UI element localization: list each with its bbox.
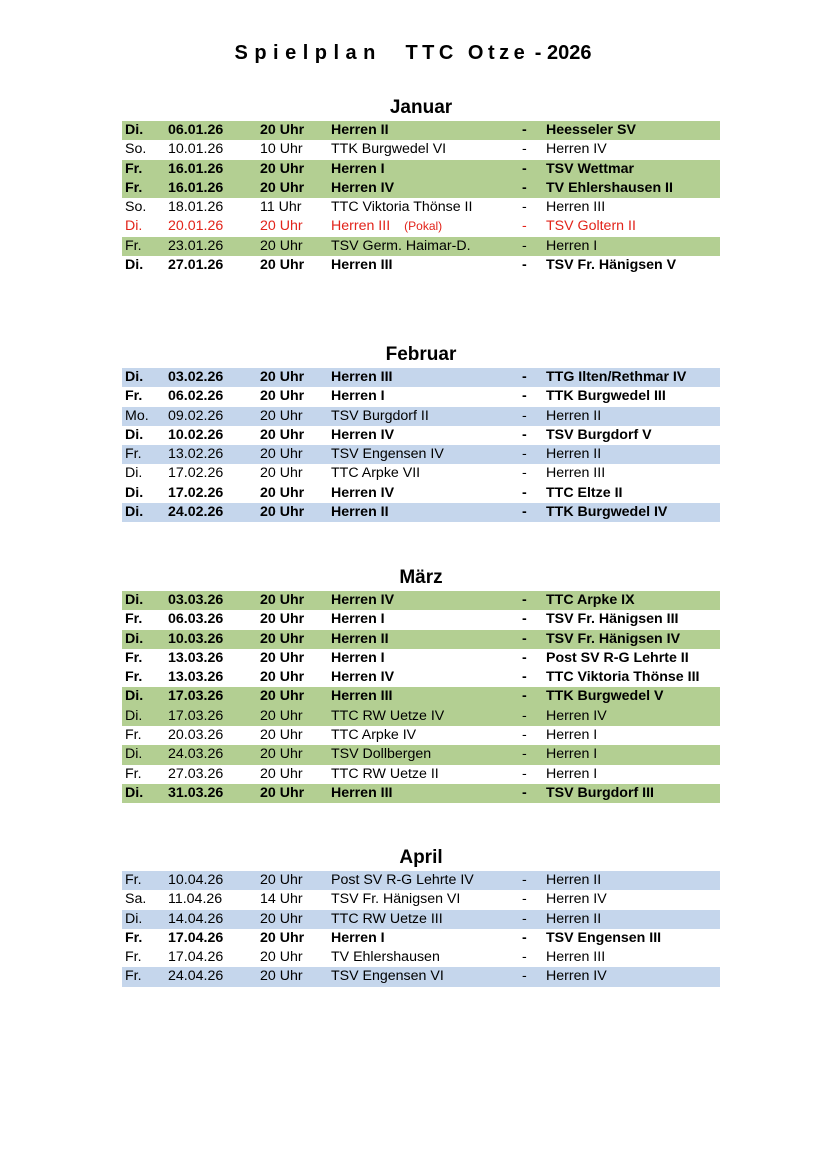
match-separator: -	[522, 949, 527, 966]
match-weekday: Mo.	[125, 407, 149, 424]
match-away-team: Herren I	[546, 765, 598, 782]
match-date: 17.04.26	[168, 949, 224, 966]
match-row	[122, 368, 720, 387]
match-home-team: TTC RW Uetze II	[331, 765, 439, 782]
match-home-team: Herren II	[331, 504, 389, 521]
match-row	[122, 784, 720, 803]
match-row	[122, 745, 720, 764]
match-time: 20 Uhr	[260, 910, 303, 927]
match-separator: -	[522, 446, 527, 463]
match-weekday: Di.	[125, 688, 144, 705]
match-away-team: TTK Burgwedel IV	[546, 504, 668, 521]
match-weekday: Di.	[125, 504, 144, 521]
match-time: 10 Uhr	[260, 141, 303, 158]
match-weekday: Fr.	[125, 649, 143, 666]
match-date: 27.03.26	[168, 765, 224, 782]
match-time: 20 Uhr	[260, 765, 303, 782]
match-time: 20 Uhr	[260, 929, 305, 946]
match-date: 20.03.26	[168, 727, 224, 744]
match-separator: -	[522, 929, 527, 946]
match-date: 20.01.26	[168, 218, 224, 235]
title-club: TTC Otze	[405, 42, 530, 64]
match-date: 16.01.26	[168, 179, 224, 196]
match-time: 20 Uhr	[260, 707, 303, 724]
match-weekday: Fr.	[125, 237, 142, 254]
match-time: 20 Uhr	[260, 630, 305, 647]
match-time: 20 Uhr	[260, 727, 303, 744]
match-away-team: TSV Fr. Hänigsen V	[546, 257, 677, 274]
match-weekday: So.	[125, 199, 147, 216]
match-date: 31.03.26	[168, 784, 224, 801]
month-section-maerz	[122, 565, 720, 803]
page-title	[0, 42, 826, 65]
match-away-team: Herren IV	[546, 891, 607, 908]
match-row	[122, 948, 720, 967]
match-away-team: Post SV R-G Lehrte II	[546, 649, 689, 666]
month-section-april	[122, 845, 720, 987]
match-home-team: Herren III	[331, 688, 393, 705]
match-time: 20 Uhr	[260, 369, 305, 385]
match-time: 20 Uhr	[260, 160, 305, 177]
match-separator: -	[522, 218, 527, 235]
match-weekday: Di.	[125, 218, 143, 235]
match-row	[122, 929, 720, 948]
match-date: 09.02.26	[168, 407, 224, 424]
match-time: 20 Uhr	[260, 179, 305, 196]
match-date: 16.01.26	[168, 160, 224, 177]
match-home-team: TSV Fr. Hänigsen VI	[331, 891, 461, 908]
match-note: (Pokal)	[404, 219, 443, 234]
match-date: 24.04.26	[168, 968, 224, 985]
match-home-team: Herren IV	[331, 179, 395, 196]
match-time: 20 Uhr	[260, 237, 303, 254]
match-away-team: Herren I	[546, 746, 598, 763]
match-date: 10.01.26	[168, 141, 224, 158]
match-home-team-name: Herren III	[331, 218, 391, 235]
match-away-team: TSV Engensen III	[546, 929, 662, 946]
match-away-team: TSV Fr. Hänigsen III	[546, 611, 679, 628]
match-away-team: Herren IV	[546, 707, 607, 724]
match-home-team: Herren III	[331, 784, 393, 801]
match-away-team: Herren III	[546, 949, 606, 966]
match-home-team: TSV Burgdorf II	[331, 407, 429, 424]
match-time: 20 Uhr	[260, 688, 305, 705]
match-home-team: TV Ehlershausen	[331, 949, 440, 966]
match-row	[122, 121, 720, 140]
match-away-team: Herren II	[546, 872, 602, 888]
match-away-team: Herren III	[546, 465, 606, 482]
match-row	[122, 407, 720, 426]
match-time: 20 Uhr	[260, 257, 305, 274]
match-row	[122, 871, 720, 890]
match-time: 20 Uhr	[260, 218, 303, 235]
match-weekday: Fr.	[125, 611, 143, 628]
match-time: 11 Uhr	[260, 199, 302, 216]
match-separator: -	[522, 122, 527, 138]
match-weekday: Di.	[125, 426, 144, 443]
match-away-team: TTK Burgwedel III	[546, 388, 666, 405]
match-weekday: Fr.	[125, 160, 143, 177]
match-separator: -	[522, 746, 527, 763]
match-date: 06.03.26	[168, 611, 224, 628]
match-separator: -	[522, 388, 527, 405]
match-separator: -	[522, 407, 527, 424]
match-date: 10.02.26	[168, 426, 224, 443]
match-date: 27.01.26	[168, 257, 224, 274]
match-separator: -	[522, 592, 527, 608]
month-heading: Februar	[385, 344, 457, 365]
match-date: 17.04.26	[168, 929, 224, 946]
match-row	[122, 198, 720, 217]
match-time: 20 Uhr	[260, 122, 305, 138]
match-date: 17.03.26	[168, 707, 224, 724]
match-row	[122, 649, 720, 668]
match-weekday: Di.	[125, 369, 144, 385]
match-date: 06.01.26	[168, 122, 224, 138]
match-separator: -	[522, 891, 527, 908]
match-time: 20 Uhr	[260, 611, 305, 628]
match-away-team: Herren II	[546, 407, 602, 424]
match-separator: -	[522, 465, 527, 482]
match-time: 20 Uhr	[260, 446, 303, 463]
match-separator: -	[522, 910, 527, 927]
match-date: 11.04.26	[168, 891, 223, 908]
match-weekday: Fr.	[125, 179, 143, 196]
match-away-team: TSV Burgdorf V	[546, 426, 652, 443]
match-time: 20 Uhr	[260, 407, 303, 424]
match-row	[122, 967, 720, 986]
match-weekday: Fr.	[125, 968, 142, 985]
match-time: 20 Uhr	[260, 649, 305, 666]
month-heading: Januar	[389, 97, 453, 118]
match-weekday: Fr.	[125, 949, 142, 966]
title-year: - 2026	[534, 42, 592, 64]
match-separator: -	[522, 649, 527, 666]
match-row	[122, 256, 720, 275]
match-separator: -	[522, 765, 527, 782]
match-away-team: TTC Eltze II	[546, 484, 623, 501]
match-weekday: Di.	[125, 910, 143, 927]
match-weekday: Di.	[125, 465, 143, 482]
match-away-team: Herren II	[546, 910, 602, 927]
match-away-team: Heesseler SV	[546, 122, 636, 138]
match-weekday: Di.	[125, 707, 143, 724]
match-separator: -	[522, 237, 527, 254]
match-weekday: Fr.	[125, 929, 143, 946]
match-separator: -	[522, 504, 527, 521]
match-away-team: TTG Ilten/Rethmar IV	[546, 369, 687, 385]
title-word-spielplan: Spielplan	[234, 42, 382, 64]
match-date: 03.03.26	[168, 592, 224, 608]
match-home-team: Herren I	[331, 160, 385, 177]
match-time: 20 Uhr	[260, 388, 305, 405]
match-away-team: TV Ehlershausen II	[546, 179, 673, 196]
match-date: 13.03.26	[168, 669, 224, 686]
month-heading: April	[399, 847, 443, 868]
match-row	[122, 610, 720, 629]
match-date: 18.01.26	[168, 199, 224, 216]
match-separator: -	[522, 872, 527, 888]
match-row	[122, 179, 720, 198]
match-date: 13.02.26	[168, 446, 224, 463]
match-row	[122, 484, 720, 503]
match-date: 14.04.26	[168, 910, 224, 927]
match-home-team: TTC Viktoria Thönse II	[331, 199, 473, 216]
match-home-team: Herren I	[331, 929, 385, 946]
match-away-team: TSV Wettmar	[546, 160, 635, 177]
match-weekday: Di.	[125, 122, 144, 138]
match-home-team: Herren I	[331, 388, 385, 405]
match-home-team: Herren II	[331, 122, 389, 138]
match-weekday: Fr.	[125, 446, 142, 463]
match-date: 06.02.26	[168, 388, 224, 405]
match-weekday: Fr.	[125, 872, 142, 888]
match-row	[122, 464, 720, 483]
match-separator: -	[522, 611, 527, 628]
match-home-team: TTK Burgwedel VI	[331, 141, 447, 158]
match-separator: -	[522, 784, 527, 801]
match-row	[122, 591, 720, 610]
match-row	[122, 726, 720, 745]
match-home-team: Herren IV	[331, 669, 395, 686]
match-weekday: Fr.	[125, 669, 143, 686]
month-heading: März	[399, 567, 443, 588]
match-date: 17.02.26	[168, 484, 224, 501]
match-separator: -	[522, 968, 527, 985]
match-home-team: TSV Engensen IV	[331, 446, 444, 463]
match-time: 20 Uhr	[260, 504, 305, 521]
match-row	[122, 445, 720, 464]
match-time: 20 Uhr	[260, 968, 303, 985]
match-row	[122, 160, 720, 179]
match-time: 14 Uhr	[260, 891, 303, 908]
match-row	[122, 630, 720, 649]
match-row	[122, 765, 720, 784]
match-home-team: Herren I	[331, 649, 385, 666]
match-time: 20 Uhr	[260, 746, 303, 763]
match-row	[122, 387, 720, 406]
match-home-team: Herren II	[331, 630, 389, 647]
match-separator: -	[522, 257, 527, 274]
match-time: 20 Uhr	[260, 949, 303, 966]
match-away-team: TSV Fr. Hänigsen IV	[546, 630, 681, 647]
month-section-januar	[122, 95, 720, 275]
match-row	[122, 707, 720, 726]
match-date: 24.03.26	[168, 746, 224, 763]
match-date: 10.03.26	[168, 630, 224, 647]
match-away-team: TTK Burgwedel V	[546, 688, 664, 705]
match-row	[122, 890, 720, 909]
match-separator: -	[522, 707, 527, 724]
match-row	[122, 910, 720, 929]
match-home-team: Herren IV	[331, 426, 395, 443]
match-away-team: TTC Viktoria Thönse III	[546, 669, 700, 686]
match-separator: -	[522, 160, 527, 177]
match-home-team: TSV Engensen VI	[331, 968, 444, 985]
match-row	[122, 426, 720, 445]
match-date: 24.02.26	[168, 504, 224, 521]
match-date: 13.03.26	[168, 649, 224, 666]
match-weekday: Di.	[125, 630, 144, 647]
match-separator: -	[522, 727, 527, 744]
match-separator: -	[522, 426, 527, 443]
match-time: 20 Uhr	[260, 784, 305, 801]
match-time: 20 Uhr	[260, 872, 303, 888]
match-home-team: Herren IV	[331, 484, 395, 501]
match-weekday: Sa.	[125, 891, 147, 908]
match-home-team: TTC Arpke VII	[331, 465, 421, 482]
match-away-team: Herren III	[546, 199, 606, 216]
match-date: 17.03.26	[168, 688, 224, 705]
match-weekday: Fr.	[125, 765, 142, 782]
match-date: 23.01.26	[168, 237, 224, 254]
match-time: 20 Uhr	[260, 465, 303, 482]
match-home-team: TTC RW Uetze III	[331, 910, 443, 927]
match-separator: -	[522, 630, 527, 647]
match-separator: -	[522, 369, 527, 385]
match-home-team	[331, 217, 442, 236]
match-time: 20 Uhr	[260, 592, 305, 608]
match-weekday: Fr.	[125, 727, 142, 744]
match-date: 03.02.26	[168, 369, 224, 385]
match-separator: -	[522, 179, 527, 196]
match-home-team: TTC RW Uetze IV	[331, 707, 445, 724]
match-away-team: Herren I	[546, 727, 598, 744]
match-away-team: TTC Arpke IX	[546, 592, 635, 608]
match-away-team: Herren IV	[546, 141, 607, 158]
match-row	[122, 237, 720, 256]
match-row	[122, 140, 720, 159]
match-row	[122, 503, 720, 522]
match-home-team: Herren III	[331, 257, 393, 274]
match-weekday: Di.	[125, 784, 144, 801]
match-away-team: TSV Burgdorf III	[546, 784, 654, 801]
match-separator: -	[522, 199, 527, 216]
match-weekday: Di.	[125, 257, 144, 274]
match-away-team: Herren I	[546, 237, 598, 254]
match-row	[122, 668, 720, 687]
match-time: 20 Uhr	[260, 669, 305, 686]
match-separator: -	[522, 141, 527, 158]
match-home-team: TTC Arpke IV	[331, 727, 417, 744]
match-away-team: Herren IV	[546, 968, 607, 985]
match-time: 20 Uhr	[260, 426, 305, 443]
match-home-team: Herren I	[331, 611, 385, 628]
match-weekday: So.	[125, 141, 147, 158]
match-time: 20 Uhr	[260, 484, 305, 501]
match-date: 10.04.26	[168, 872, 224, 888]
match-weekday: Di.	[125, 484, 144, 501]
match-row	[122, 687, 720, 706]
match-weekday: Di.	[125, 746, 143, 763]
match-home-team: TSV Germ. Haimar-D.	[331, 237, 471, 254]
match-separator: -	[522, 688, 527, 705]
match-away-team: Herren II	[546, 446, 602, 463]
month-section-februar	[122, 342, 720, 522]
match-home-team: Herren III	[331, 369, 393, 385]
match-home-team: TSV Dollbergen	[331, 746, 432, 763]
match-separator: -	[522, 484, 527, 501]
match-weekday: Di.	[125, 592, 144, 608]
match-row	[122, 217, 720, 236]
match-separator: -	[522, 669, 527, 686]
match-home-team: Post SV R-G Lehrte IV	[331, 872, 474, 888]
match-weekday: Fr.	[125, 388, 143, 405]
match-away-team: TSV Goltern II	[546, 218, 636, 235]
match-date: 17.02.26	[168, 465, 224, 482]
match-home-team: Herren IV	[331, 592, 395, 608]
